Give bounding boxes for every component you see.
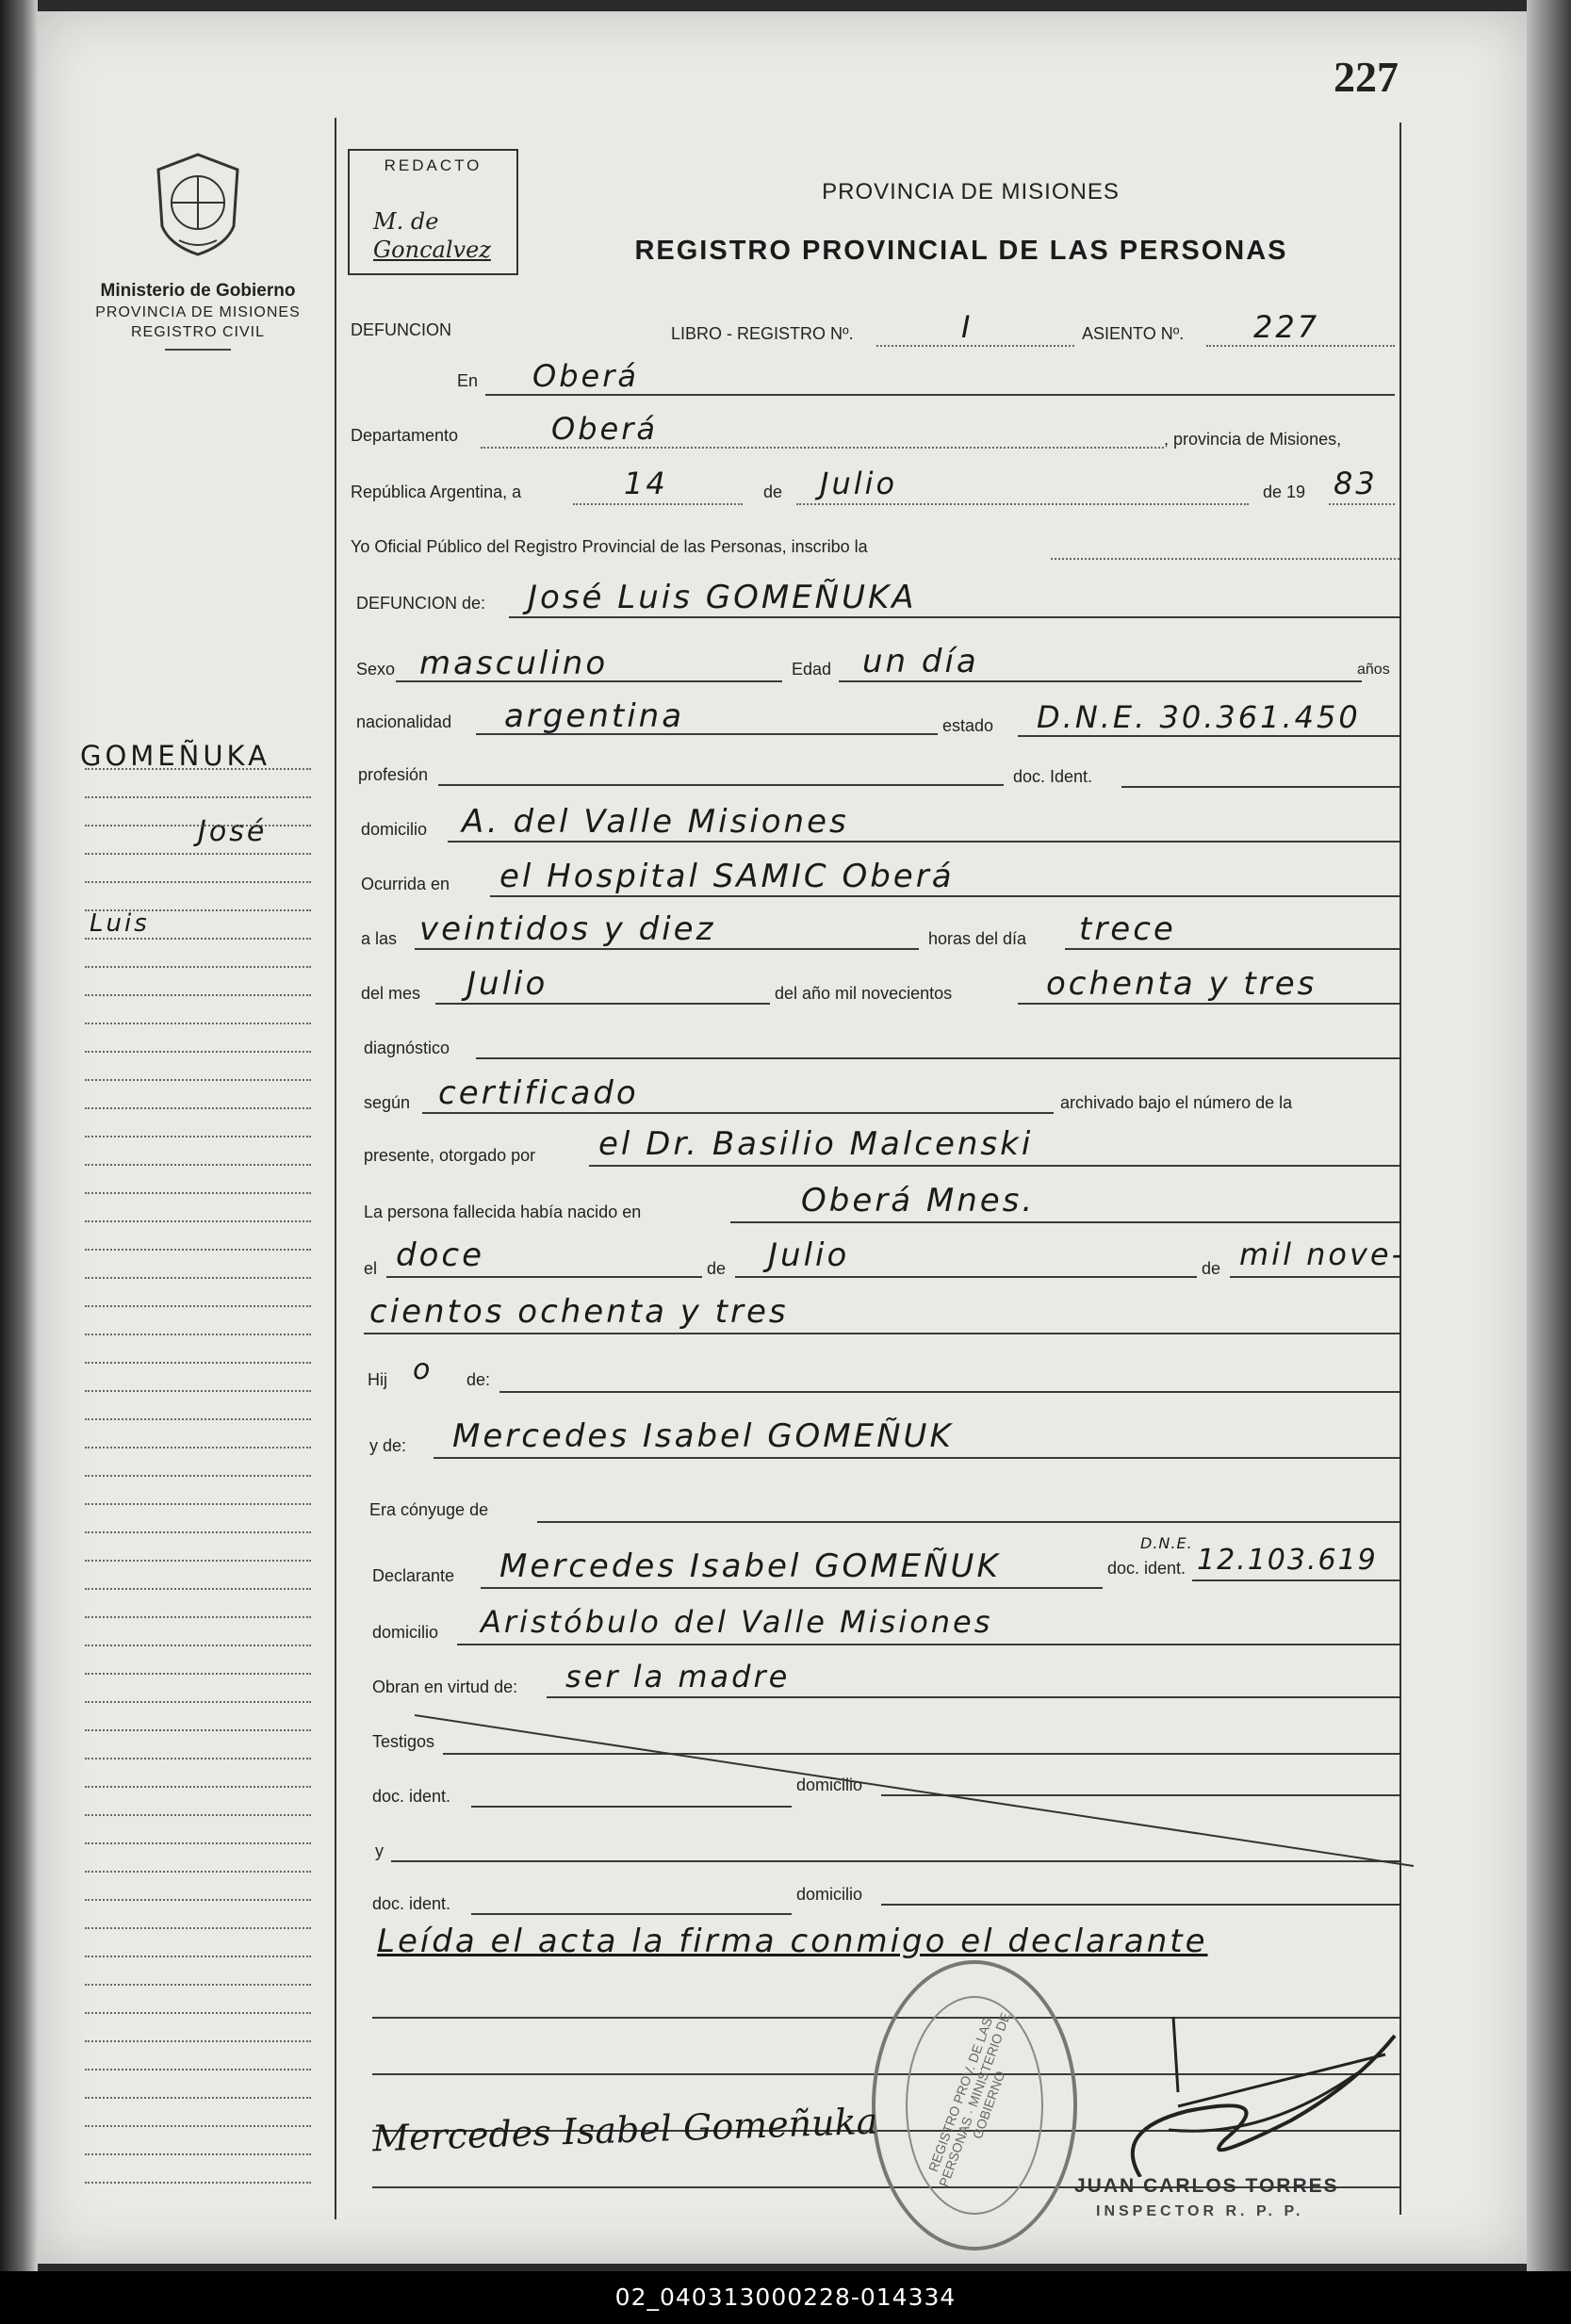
margin-ruled-line (85, 994, 311, 996)
margin-ruled-line (85, 1051, 311, 1053)
month-line (796, 503, 1249, 505)
presente-line (589, 1165, 1399, 1167)
nacionalidad-value: argentina (504, 697, 685, 735)
officer-signature-icon (1074, 2017, 1404, 2177)
margin-ruled-line (85, 1984, 311, 1986)
year-line (1329, 503, 1395, 505)
margin-ruled-line (85, 938, 311, 940)
month-value: Julio (820, 466, 898, 501)
de2-value: Julio (768, 1236, 850, 1274)
profesion-line (438, 784, 1004, 786)
el-line (386, 1276, 702, 1278)
margin-given2: Luis (90, 909, 150, 938)
domicilio-line (448, 841, 1399, 843)
margin-ruled-line (85, 1277, 311, 1279)
estado-value: D.N.E. 30.361.450 (1037, 699, 1361, 735)
de2-label: de (707, 1259, 727, 1278)
defuncion-de-line (509, 616, 1399, 618)
page-edge (1527, 0, 1571, 2271)
margin-ruled-line (85, 1220, 311, 1222)
segun-line (422, 1112, 1054, 1114)
edad-line (839, 680, 1362, 682)
libro-label: LIBRO - REGISTRO Nº. (671, 324, 854, 343)
de19-label: de 19 (1263, 483, 1306, 501)
departamento-line (481, 447, 1164, 449)
cientos-value: cientos ochenta y tres (369, 1293, 789, 1331)
declarante-value: Mercedes Isabel GOMEÑUK (499, 1547, 1001, 1585)
image-caption: 02_040313000228-014334 (0, 2271, 1571, 2324)
el-label: el (364, 1259, 378, 1278)
edad-value: un día (862, 643, 979, 680)
a-las-value: veintidos y diez (419, 910, 716, 948)
margin-ruled-line (85, 2069, 311, 2070)
doc-ident3-label: doc. ident. (372, 1787, 451, 1806)
stamp-text: REGISTRO PROV. DE LAS PERSONAS · MINISTERIO DE GOBIERNO (925, 2010, 1013, 2189)
de3-label: de (1202, 1259, 1221, 1278)
domicilio2-line (457, 1644, 1399, 1645)
y-de-line (434, 1457, 1399, 1459)
archivado-label: archivado bajo el número de la (1060, 1093, 1293, 1112)
provincia-suffix: , provincia de Misiones, (1164, 430, 1342, 449)
y-de-value: Mercedes Isabel GOMEÑUK (452, 1417, 954, 1455)
margin-ruled-line (85, 1107, 311, 1109)
del-mes-label: del mes (361, 984, 421, 1003)
diagnostico-label: diagnóstico (364, 1039, 450, 1057)
margin-ruled-line (85, 1164, 311, 1166)
horas-value: trece (1079, 910, 1176, 948)
republica-label: República Argentina, a (351, 483, 522, 501)
margin-ruled-line (85, 1390, 311, 1392)
sexo-label: Sexo (356, 660, 396, 679)
redacto-name (373, 207, 491, 264)
conyuge-label: Era cónyuge de (369, 1500, 489, 1519)
margin-ruled-line (85, 1899, 311, 1901)
ocurrida-label: Ocurrida en (361, 875, 450, 893)
domicilio4-line (881, 1904, 1399, 1906)
nacido-label: La persona fallecida había nacido en (364, 1203, 642, 1221)
diagnostico-line (476, 1057, 1399, 1059)
doc-ident2-prefix: D.N.E. (1140, 1534, 1193, 1552)
official-stamp (872, 1960, 1077, 2250)
margin-ruled-line (85, 2182, 311, 2184)
margin-ruled-line (85, 825, 311, 826)
redacto-label: REDACTO (384, 156, 483, 174)
de3-line (1230, 1276, 1399, 1278)
estado-label: estado (942, 716, 994, 735)
day-line (573, 503, 743, 505)
yo-oficial-text: Yo Oficial Público del Registro Provincial de las Personas, inscribo la (351, 537, 868, 556)
profesion-label: profesión (358, 765, 429, 784)
hij-de-label: de: (466, 1370, 491, 1389)
obran-value: ser la madre (565, 1659, 791, 1694)
margin-ruled-line (85, 909, 311, 911)
hij-label: Hij (368, 1370, 387, 1389)
hij-line (499, 1391, 1399, 1393)
redacto-box (348, 149, 518, 275)
declarante-line (481, 1587, 1103, 1589)
margin-ruled-line (85, 1729, 311, 1731)
obran-label: Obran en virtud de: (372, 1678, 518, 1696)
horas-label: horas del día (928, 929, 1027, 948)
segun-label: según (364, 1093, 411, 1112)
margin-ruled-line (85, 1645, 311, 1646)
domicilio2-value: Aristóbulo del Valle Misiones (481, 1604, 993, 1640)
margin-ruled-line (85, 1701, 311, 1703)
margin-ruled-line (85, 1023, 311, 1024)
margin-ruled-line (85, 1305, 311, 1307)
margin-ruled-line (85, 1079, 311, 1081)
nacido-value: Oberá Mnes. (801, 1182, 1036, 1219)
defuncion-de-value: José Luis GOMEÑUKA (528, 579, 917, 616)
domicilio4-label: domicilio (796, 1885, 863, 1904)
ministry-header (57, 281, 339, 358)
a-las-line (415, 948, 919, 950)
del-mes-line (435, 1003, 770, 1005)
de2-line (735, 1276, 1197, 1278)
defuncion-de-label: DEFUNCION de: (356, 594, 486, 613)
en-line (485, 394, 1395, 396)
y-label: y (375, 1841, 384, 1860)
doc-ident-line (1121, 786, 1399, 788)
margin-ruled-line (85, 1871, 311, 1873)
obran-line (547, 1696, 1399, 1698)
conyuge-line (537, 1521, 1399, 1523)
doc-ident4-label: doc. ident. (372, 1894, 451, 1913)
del-mes-value: Julio (466, 965, 548, 1003)
margin-ruled-line (85, 1192, 311, 1194)
de3-value: mil nove- (1239, 1236, 1406, 1272)
margin-ruled-line (85, 1786, 311, 1788)
horas-line (1065, 948, 1399, 950)
nacido-line (730, 1221, 1399, 1223)
doc-ident4-line (471, 1913, 792, 1915)
yo-oficial-line (1051, 558, 1399, 560)
anos-label: años (1357, 662, 1390, 678)
margin-ruled-line (85, 1418, 311, 1420)
declarant-signature: Mercedes Isabel Gomeñuka (371, 2100, 878, 2160)
y-de-label: y de: (369, 1436, 407, 1455)
margin-surname: GOMEÑUKA (80, 740, 270, 772)
ocurrida-line (490, 895, 1399, 897)
a-las-label: a las (361, 929, 398, 948)
en-value: Oberá (532, 358, 639, 394)
domicilio-label: domicilio (361, 820, 428, 839)
book-binding (0, 0, 38, 2271)
margin-ruled-line (85, 1531, 311, 1533)
domicilio2-label: domicilio (372, 1623, 439, 1642)
doc-ident2-line (1192, 1579, 1399, 1581)
domicilio3-label: domicilio (796, 1776, 863, 1794)
edad-label: Edad (792, 660, 832, 679)
officer-name: JUAN CARLOS TORRES (1074, 2175, 1339, 2197)
margin-ruled-line (85, 1814, 311, 1816)
province-title: PROVINCIA DE MISIONES (822, 179, 1120, 205)
officer-title: INSPECTOR R. P. P. (1096, 2203, 1304, 2219)
ministry-name: Ministerio de Gobierno (100, 281, 296, 301)
defuncion-label: DEFUNCION (351, 320, 451, 339)
redacto-name-line1: M. de (373, 208, 439, 235)
en-label: En (457, 371, 479, 390)
asiento-line (1206, 345, 1395, 347)
margin-given1: José (198, 815, 268, 848)
margin-ruled-line (85, 1616, 311, 1618)
departamento-label: Departamento (351, 426, 459, 445)
libro-line (876, 345, 1074, 347)
margin-ruled-line (85, 881, 311, 883)
departamento-value: Oberá (551, 411, 658, 447)
margin-ruled-line (85, 2125, 311, 2127)
del-ano-line (1018, 1003, 1399, 1005)
domicilio-value: A. del Valle Misiones (462, 803, 849, 841)
margin-ruled-line (85, 1249, 311, 1251)
margin-ruled-line (85, 1758, 311, 1759)
margin-ruled-line (85, 1588, 311, 1590)
estado-line (1018, 735, 1399, 737)
margin-ruled-line (85, 1956, 311, 1957)
ministry-registry: REGISTRO CIVIL (130, 324, 266, 340)
right-margin-line (1399, 123, 1401, 2215)
day-value: 14 (624, 466, 668, 501)
el-value: doce (396, 1236, 484, 1274)
year-value: 83 (1334, 466, 1378, 501)
ocurrida-value: el Hospital SAMIC Oberá (499, 858, 955, 895)
redacto-name-line2: Goncalvez (373, 237, 491, 263)
coat-of-arms-icon (151, 151, 245, 259)
page-number: 227 (1334, 53, 1399, 101)
registry-title: REGISTRO PROVINCIAL DE LAS PERSONAS (634, 236, 1288, 266)
margin-ruled-line (85, 966, 311, 968)
margin-ruled-line (85, 768, 311, 770)
del-ano-value: ochenta y tres (1046, 965, 1317, 1003)
doc-ident2-label: doc. ident. (1107, 1559, 1186, 1578)
margin-ruled-line (85, 1136, 311, 1137)
margin-ruled-line (85, 1673, 311, 1675)
witness-strike-line (415, 1706, 1423, 1875)
margin-ruled-line (85, 796, 311, 798)
cientos-line (364, 1333, 1399, 1334)
margin-ruled-line (85, 1842, 311, 1844)
margin-ruled-line (85, 2097, 311, 2099)
presente-value: el Dr. Basilio Malcenski (598, 1125, 1034, 1163)
del-ano-label: del año mil novecientos (775, 984, 953, 1003)
margin-ruled-line (85, 1560, 311, 1562)
margin-ruled-line (85, 853, 311, 855)
closing-text: Leída el acta la firma conmigo el declarante (377, 1923, 1208, 1960)
nacionalidad-label: nacionalidad (356, 712, 452, 731)
libro-value: I (961, 309, 974, 345)
asiento-label: ASIENTO Nº. (1082, 324, 1185, 343)
margin-ruled-line (85, 2040, 311, 2042)
ministry-divider (165, 349, 231, 351)
testigos-label: Testigos (372, 1732, 435, 1751)
margin-ruled-line (85, 1475, 311, 1477)
margin-ruled-line (85, 1503, 311, 1505)
margin-ruled-line (85, 1334, 311, 1335)
margin-ruled-line (85, 1927, 311, 1929)
doc-ident-label: doc. Ident. (1013, 767, 1093, 786)
margin-ruled-line (85, 2153, 311, 2155)
hij-value: o (413, 1353, 434, 1386)
presente-label: presente, otorgado por (364, 1146, 536, 1165)
declarante-label: Declarante (372, 1566, 455, 1585)
margin-ruled-line (85, 1447, 311, 1448)
left-margin-line (335, 118, 336, 2219)
asiento-value: 227 (1253, 309, 1320, 345)
ministry-province: PROVINCIA DE MISIONES (95, 304, 301, 320)
sexo-value: masculino (419, 645, 609, 682)
doc-ident2-value: 12.103.619 (1197, 1544, 1378, 1577)
segun-value: certificado (438, 1074, 639, 1112)
de-label: de (763, 483, 783, 501)
margin-ruled-line (85, 1362, 311, 1364)
margin-ruled-line (85, 2012, 311, 2014)
